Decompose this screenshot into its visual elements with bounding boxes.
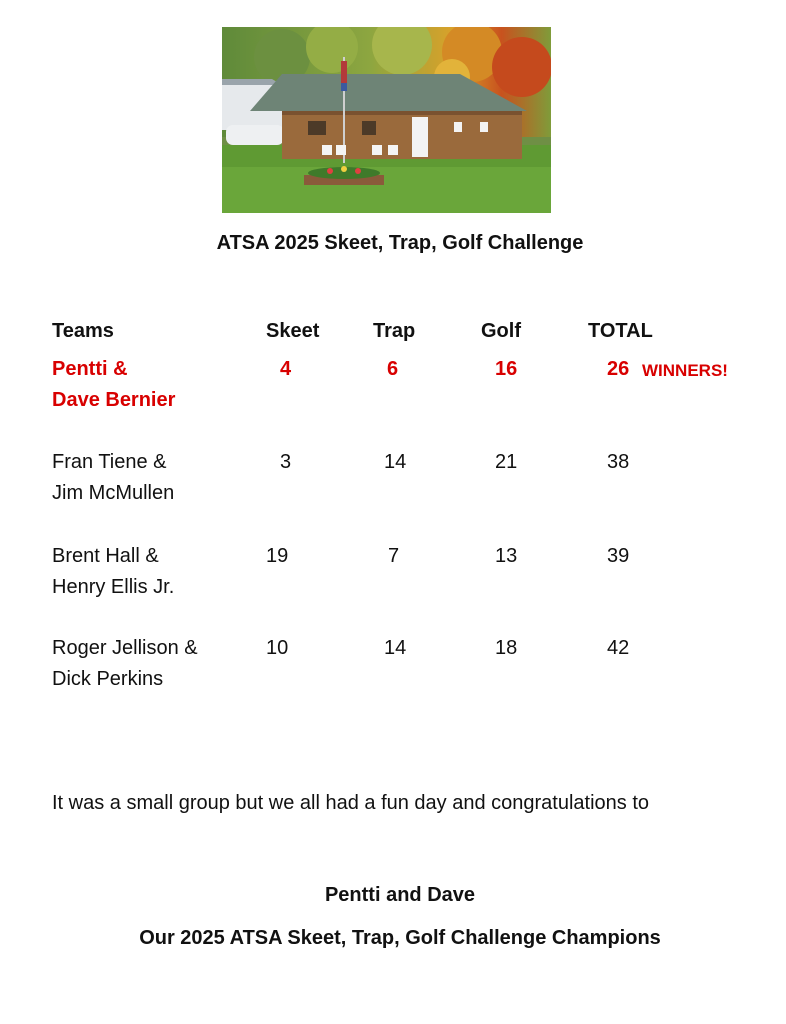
- header-golf: Golf: [481, 320, 521, 342]
- team-name-line2: Jim McMullen: [52, 482, 175, 504]
- golf-score: 13: [495, 545, 518, 567]
- trap-score: 7: [388, 545, 400, 567]
- golf-score: 21: [495, 451, 518, 473]
- total-score: 42: [607, 637, 630, 659]
- team-name-line2: Dick Perkins: [52, 668, 164, 690]
- total-score: 26: [607, 358, 630, 380]
- trap-score: 14: [384, 637, 407, 659]
- team-name: [52, 447, 174, 509]
- winners-badge: WINNERS!: [642, 361, 728, 380]
- champions-names: Pentti and Dave: [324, 884, 476, 906]
- skeet-score: 3: [280, 451, 292, 473]
- total-score: 39: [607, 545, 630, 567]
- total-score: 38: [607, 451, 630, 473]
- clubhouse-photo: [222, 27, 551, 213]
- header-teams: Teams: [52, 320, 114, 342]
- skeet-score: 19: [266, 545, 289, 567]
- page-title: ATSA 2025 Skeet, Trap, Golf Challenge: [216, 232, 584, 254]
- team-name: [52, 633, 198, 695]
- team-name-line1: Brent Hall &: [52, 545, 159, 567]
- team-name-line2: Henry Ellis Jr.: [52, 576, 175, 598]
- trap-score: 14: [384, 451, 407, 473]
- header-trap: Trap: [373, 320, 416, 342]
- header-total: TOTAL: [588, 320, 653, 342]
- team-name: [52, 541, 174, 603]
- team-name: [52, 354, 175, 416]
- message-paragraph: It was a small group but we all had a fun day and congratulations to: [52, 792, 650, 814]
- skeet-score: 10: [266, 637, 289, 659]
- golf-score: 18: [495, 637, 518, 659]
- header-skeet: Skeet: [266, 320, 320, 342]
- team-name-line1: Pentti &: [52, 358, 128, 380]
- team-name-line2: Dave Bernier: [52, 389, 176, 411]
- team-name-line1: Fran Tiene &: [52, 451, 167, 473]
- team-name-line1: Roger Jellison &: [52, 637, 198, 659]
- champions-line: Our 2025 ATSA Skeet, Trap, Golf Challenge Champions: [139, 927, 661, 949]
- trap-score: 6: [387, 358, 399, 380]
- skeet-score: 4: [280, 358, 292, 380]
- golf-score: 16: [495, 358, 518, 380]
